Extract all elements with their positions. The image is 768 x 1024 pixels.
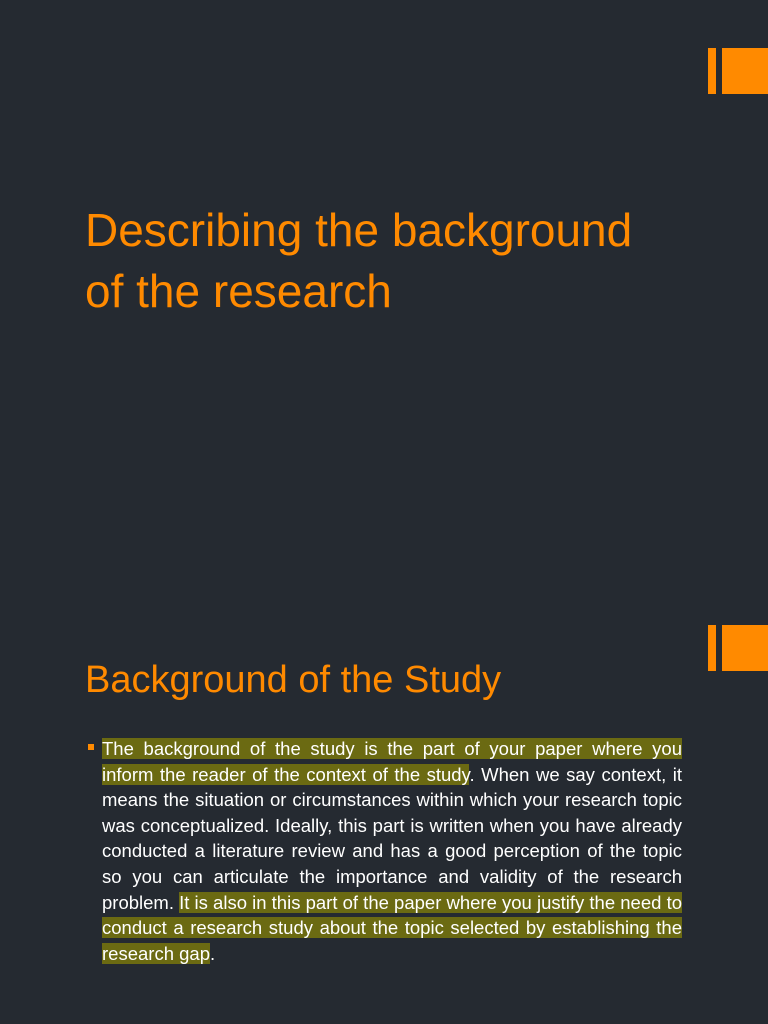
accent-bar-thick <box>722 625 768 671</box>
highlighted-text: It is also in this part of the paper where you justify the need to conduct a research study about the topic selected by establishing the research gap <box>102 891 682 964</box>
highlighted-text: The background of the study is the part of your paper where you inform the reader of the context of the study <box>102 738 682 785</box>
bullet-square-icon <box>88 744 94 750</box>
accent-bar-thick <box>722 48 768 94</box>
content-slide <box>0 580 768 1024</box>
body-paragraph <box>102 736 682 966</box>
accent-bar-thin <box>708 48 716 94</box>
accent-bar-decoration <box>708 625 768 671</box>
accent-bar-decoration <box>708 48 768 94</box>
body-text-segment: . <box>209 942 216 964</box>
section-heading: Background of the Study <box>85 659 502 701</box>
accent-bar-thin <box>708 625 716 671</box>
body-text-segment: . When we say context, it means the situation or circumstances within which your research topic was conceptualized. Ideally, this part is written when you have already conducted a literature review and has a good perception of the topic so you can articulate the importance and validity of the research problem. <box>102 763 682 913</box>
slide-title: Describing the background of the research <box>85 204 633 317</box>
